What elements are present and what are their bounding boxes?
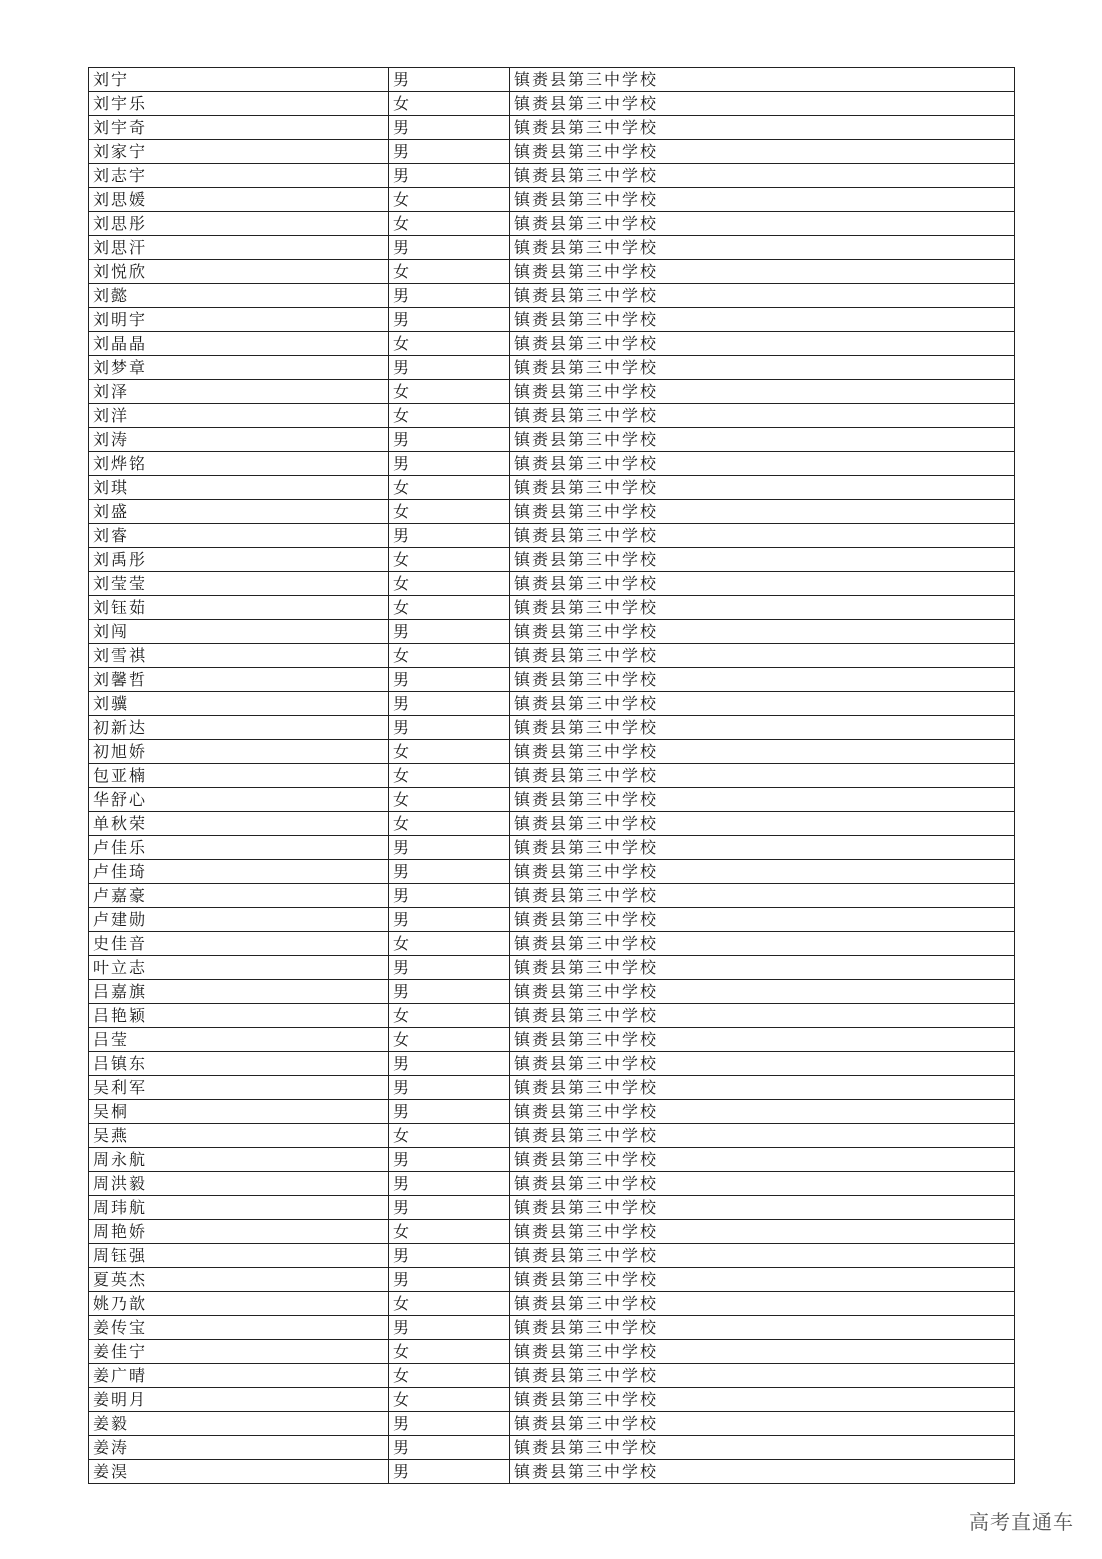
- table-row: [89, 740, 1015, 764]
- student-name-cell: 卢佳琦: [89, 860, 389, 884]
- school-cell: 镇赉县第三中学校: [510, 404, 1015, 428]
- table-row: [89, 92, 1015, 116]
- school-cell: 镇赉县第三中学校: [510, 308, 1015, 332]
- school-cell: 镇赉县第三中学校: [510, 1076, 1015, 1100]
- student-name-cell: 姜佳宁: [89, 1340, 389, 1364]
- student-name-cell: 刘烨铭: [89, 452, 389, 476]
- gender-cell: 男: [389, 356, 510, 380]
- table-row: [89, 1292, 1015, 1316]
- table-row: [89, 332, 1015, 356]
- school-cell: 镇赉县第三中学校: [510, 980, 1015, 1004]
- table-row: [89, 548, 1015, 572]
- table-row: [89, 140, 1015, 164]
- roster-table-body: [89, 68, 1015, 1484]
- table-row: [89, 428, 1015, 452]
- gender-cell: 女: [389, 1124, 510, 1148]
- gender-cell: 男: [389, 1244, 510, 1268]
- school-cell: 镇赉县第三中学校: [510, 1436, 1015, 1460]
- school-cell: 镇赉县第三中学校: [510, 1412, 1015, 1436]
- table-row: [89, 188, 1015, 212]
- table-row: [89, 1196, 1015, 1220]
- student-name-cell: 刘懿: [89, 284, 389, 308]
- student-name-cell: 刘思媛: [89, 188, 389, 212]
- school-cell: 镇赉县第三中学校: [510, 836, 1015, 860]
- student-name-cell: 叶立志: [89, 956, 389, 980]
- student-name-cell: 刘馨哲: [89, 668, 389, 692]
- student-name-cell: 刘涛: [89, 428, 389, 452]
- student-name-cell: 刘家宁: [89, 140, 389, 164]
- gender-cell: 女: [389, 764, 510, 788]
- table-row: [89, 908, 1015, 932]
- school-cell: 镇赉县第三中学校: [510, 260, 1015, 284]
- gender-cell: 男: [389, 164, 510, 188]
- school-cell: 镇赉县第三中学校: [510, 1220, 1015, 1244]
- table-row: [89, 812, 1015, 836]
- student-name-cell: 刘闯: [89, 620, 389, 644]
- student-name-cell: 初旭娇: [89, 740, 389, 764]
- student-name-cell: 姜毅: [89, 1412, 389, 1436]
- gender-cell: 男: [389, 1436, 510, 1460]
- gender-cell: 女: [389, 332, 510, 356]
- table-row: [89, 164, 1015, 188]
- gender-cell: 女: [389, 788, 510, 812]
- gender-cell: 女: [389, 404, 510, 428]
- gender-cell: 男: [389, 956, 510, 980]
- school-cell: 镇赉县第三中学校: [510, 1388, 1015, 1412]
- student-name-cell: 卢建勋: [89, 908, 389, 932]
- table-row: [89, 980, 1015, 1004]
- table-row: [89, 1460, 1015, 1484]
- table-row: [89, 1172, 1015, 1196]
- gender-cell: 男: [389, 1196, 510, 1220]
- gender-cell: 男: [389, 980, 510, 1004]
- gender-cell: 男: [389, 452, 510, 476]
- gender-cell: 男: [389, 1148, 510, 1172]
- table-row: [89, 620, 1015, 644]
- student-name-cell: 刘思汗: [89, 236, 389, 260]
- gender-cell: 女: [389, 1292, 510, 1316]
- school-cell: 镇赉县第三中学校: [510, 1148, 1015, 1172]
- table-row: [89, 116, 1015, 140]
- gender-cell: 男: [389, 428, 510, 452]
- student-name-cell: 刘宇奇: [89, 116, 389, 140]
- student-name-cell: 吕镇东: [89, 1052, 389, 1076]
- gender-cell: 女: [389, 500, 510, 524]
- gender-cell: 女: [389, 1364, 510, 1388]
- table-row: [89, 212, 1015, 236]
- school-cell: 镇赉县第三中学校: [510, 356, 1015, 380]
- table-row: [89, 884, 1015, 908]
- table-row: [89, 236, 1015, 260]
- table-row: [89, 860, 1015, 884]
- table-row: [89, 1100, 1015, 1124]
- student-name-cell: 刘志宇: [89, 164, 389, 188]
- school-cell: 镇赉县第三中学校: [510, 1052, 1015, 1076]
- school-cell: 镇赉县第三中学校: [510, 932, 1015, 956]
- student-name-cell: 刘莹莹: [89, 572, 389, 596]
- student-name-cell: 刘睿: [89, 524, 389, 548]
- table-row: [89, 836, 1015, 860]
- student-name-cell: 周艳娇: [89, 1220, 389, 1244]
- school-cell: 镇赉县第三中学校: [510, 500, 1015, 524]
- table-row: [89, 1028, 1015, 1052]
- student-name-cell: 刘宁: [89, 68, 389, 92]
- school-cell: 镇赉县第三中学校: [510, 116, 1015, 140]
- table-row: [89, 476, 1015, 500]
- school-cell: 镇赉县第三中学校: [510, 548, 1015, 572]
- gender-cell: 男: [389, 1076, 510, 1100]
- table-row: [89, 452, 1015, 476]
- table-row: [89, 380, 1015, 404]
- student-name-cell: 周钰强: [89, 1244, 389, 1268]
- gender-cell: 女: [389, 92, 510, 116]
- gender-cell: 男: [389, 1316, 510, 1340]
- student-name-cell: 刘骥: [89, 692, 389, 716]
- student-name-cell: 刘梦章: [89, 356, 389, 380]
- gender-cell: 女: [389, 1388, 510, 1412]
- table-row: [89, 1124, 1015, 1148]
- table-row: [89, 1244, 1015, 1268]
- table-row: [89, 1412, 1015, 1436]
- gender-cell: 女: [389, 1004, 510, 1028]
- student-name-cell: 吕艳颖: [89, 1004, 389, 1028]
- table-row: [89, 284, 1015, 308]
- gender-cell: 女: [389, 476, 510, 500]
- gender-cell: 男: [389, 620, 510, 644]
- table-row: [89, 68, 1015, 92]
- gender-cell: 男: [389, 284, 510, 308]
- table-row: [89, 1004, 1015, 1028]
- gender-cell: 男: [389, 1460, 510, 1484]
- school-cell: 镇赉县第三中学校: [510, 1124, 1015, 1148]
- gender-cell: 女: [389, 644, 510, 668]
- gender-cell: 男: [389, 668, 510, 692]
- table-row: [89, 356, 1015, 380]
- gender-cell: 男: [389, 1172, 510, 1196]
- student-name-cell: 卢嘉豪: [89, 884, 389, 908]
- table-row: [89, 1076, 1015, 1100]
- gender-cell: 女: [389, 1340, 510, 1364]
- school-cell: 镇赉县第三中学校: [510, 788, 1015, 812]
- student-name-cell: 姜淏: [89, 1460, 389, 1484]
- student-name-cell: 夏英杰: [89, 1268, 389, 1292]
- gender-cell: 男: [389, 1100, 510, 1124]
- student-name-cell: 吴利军: [89, 1076, 389, 1100]
- student-name-cell: 周洪毅: [89, 1172, 389, 1196]
- school-cell: 镇赉县第三中学校: [510, 620, 1015, 644]
- gender-cell: 男: [389, 860, 510, 884]
- school-cell: 镇赉县第三中学校: [510, 812, 1015, 836]
- student-name-cell: 刘雪祺: [89, 644, 389, 668]
- school-cell: 镇赉县第三中学校: [510, 524, 1015, 548]
- table-row: [89, 1268, 1015, 1292]
- gender-cell: 男: [389, 1268, 510, 1292]
- school-cell: 镇赉县第三中学校: [510, 452, 1015, 476]
- table-row: [89, 1388, 1015, 1412]
- school-cell: 镇赉县第三中学校: [510, 596, 1015, 620]
- gender-cell: 男: [389, 524, 510, 548]
- school-cell: 镇赉县第三中学校: [510, 284, 1015, 308]
- school-cell: 镇赉县第三中学校: [510, 92, 1015, 116]
- school-cell: 镇赉县第三中学校: [510, 1316, 1015, 1340]
- gender-cell: 女: [389, 260, 510, 284]
- student-name-cell: 史佳音: [89, 932, 389, 956]
- gender-cell: 男: [389, 1052, 510, 1076]
- table-row: [89, 668, 1015, 692]
- school-cell: 镇赉县第三中学校: [510, 1340, 1015, 1364]
- student-name-cell: 吕莹: [89, 1028, 389, 1052]
- school-cell: 镇赉县第三中学校: [510, 140, 1015, 164]
- school-cell: 镇赉县第三中学校: [510, 236, 1015, 260]
- gender-cell: 男: [389, 884, 510, 908]
- school-cell: 镇赉县第三中学校: [510, 884, 1015, 908]
- school-cell: 镇赉县第三中学校: [510, 692, 1015, 716]
- table-row: [89, 788, 1015, 812]
- school-cell: 镇赉县第三中学校: [510, 1028, 1015, 1052]
- table-row: [89, 404, 1015, 428]
- table-row: [89, 596, 1015, 620]
- school-cell: 镇赉县第三中学校: [510, 740, 1015, 764]
- school-cell: 镇赉县第三中学校: [510, 1172, 1015, 1196]
- gender-cell: 男: [389, 140, 510, 164]
- gender-cell: 男: [389, 116, 510, 140]
- student-name-cell: 初新达: [89, 716, 389, 740]
- student-name-cell: 吴桐: [89, 1100, 389, 1124]
- gender-cell: 男: [389, 1412, 510, 1436]
- gender-cell: 男: [389, 836, 510, 860]
- student-name-cell: 姜明月: [89, 1388, 389, 1412]
- student-name-cell: 包亚楠: [89, 764, 389, 788]
- table-row: [89, 716, 1015, 740]
- school-cell: 镇赉县第三中学校: [510, 1004, 1015, 1028]
- student-name-cell: 刘明宇: [89, 308, 389, 332]
- student-name-cell: 刘思彤: [89, 212, 389, 236]
- school-cell: 镇赉县第三中学校: [510, 668, 1015, 692]
- student-name-cell: 刘宇乐: [89, 92, 389, 116]
- gender-cell: 男: [389, 236, 510, 260]
- table-row: [89, 932, 1015, 956]
- gender-cell: 女: [389, 596, 510, 620]
- school-cell: 镇赉县第三中学校: [510, 1268, 1015, 1292]
- school-cell: 镇赉县第三中学校: [510, 476, 1015, 500]
- student-name-cell: 刘泽: [89, 380, 389, 404]
- watermark-text: 高考直通车: [969, 1510, 1074, 1534]
- school-cell: 镇赉县第三中学校: [510, 644, 1015, 668]
- gender-cell: 女: [389, 188, 510, 212]
- student-name-cell: 刘钰茹: [89, 596, 389, 620]
- table-row: [89, 1220, 1015, 1244]
- student-name-cell: 姚乃歆: [89, 1292, 389, 1316]
- table-row: [89, 644, 1015, 668]
- gender-cell: 女: [389, 1028, 510, 1052]
- school-cell: 镇赉县第三中学校: [510, 332, 1015, 356]
- student-name-cell: 周玮航: [89, 1196, 389, 1220]
- school-cell: 镇赉县第三中学校: [510, 428, 1015, 452]
- school-cell: 镇赉县第三中学校: [510, 1244, 1015, 1268]
- student-name-cell: 刘盛: [89, 500, 389, 524]
- student-name-cell: 周永航: [89, 1148, 389, 1172]
- school-cell: 镇赉县第三中学校: [510, 956, 1015, 980]
- table-row: [89, 956, 1015, 980]
- school-cell: 镇赉县第三中学校: [510, 1196, 1015, 1220]
- school-cell: 镇赉县第三中学校: [510, 1100, 1015, 1124]
- table-row: [89, 1364, 1015, 1388]
- school-cell: 镇赉县第三中学校: [510, 68, 1015, 92]
- table-row: [89, 1316, 1015, 1340]
- table-row: [89, 1436, 1015, 1460]
- school-cell: 镇赉县第三中学校: [510, 764, 1015, 788]
- student-name-cell: 姜传宝: [89, 1316, 389, 1340]
- school-cell: 镇赉县第三中学校: [510, 1460, 1015, 1484]
- school-cell: 镇赉县第三中学校: [510, 188, 1015, 212]
- table-row: [89, 308, 1015, 332]
- school-cell: 镇赉县第三中学校: [510, 860, 1015, 884]
- gender-cell: 男: [389, 692, 510, 716]
- student-name-cell: 刘禹彤: [89, 548, 389, 572]
- table-row: [89, 1052, 1015, 1076]
- student-name-cell: 姜广晴: [89, 1364, 389, 1388]
- school-cell: 镇赉县第三中学校: [510, 716, 1015, 740]
- gender-cell: 女: [389, 380, 510, 404]
- student-name-cell: 卢佳乐: [89, 836, 389, 860]
- school-cell: 镇赉县第三中学校: [510, 1364, 1015, 1388]
- gender-cell: 女: [389, 740, 510, 764]
- table-row: [89, 500, 1015, 524]
- gender-cell: 女: [389, 812, 510, 836]
- school-cell: 镇赉县第三中学校: [510, 572, 1015, 596]
- student-name-cell: 刘洋: [89, 404, 389, 428]
- student-name-cell: 吕嘉旗: [89, 980, 389, 1004]
- school-cell: 镇赉县第三中学校: [510, 164, 1015, 188]
- school-cell: 镇赉县第三中学校: [510, 380, 1015, 404]
- student-name-cell: 吴燕: [89, 1124, 389, 1148]
- school-cell: 镇赉县第三中学校: [510, 1292, 1015, 1316]
- student-name-cell: 刘悦欣: [89, 260, 389, 284]
- student-name-cell: 刘琪: [89, 476, 389, 500]
- student-name-cell: 华舒心: [89, 788, 389, 812]
- student-name-cell: 单秋荣: [89, 812, 389, 836]
- table-row: [89, 692, 1015, 716]
- table-row: [89, 764, 1015, 788]
- school-cell: 镇赉县第三中学校: [510, 908, 1015, 932]
- student-name-cell: 刘晶晶: [89, 332, 389, 356]
- gender-cell: 男: [389, 68, 510, 92]
- gender-cell: 男: [389, 908, 510, 932]
- table-row: [89, 1148, 1015, 1172]
- table-row: [89, 1340, 1015, 1364]
- student-roster-table: [88, 67, 1015, 1484]
- gender-cell: 女: [389, 1220, 510, 1244]
- gender-cell: 女: [389, 212, 510, 236]
- table-row: [89, 260, 1015, 284]
- gender-cell: 男: [389, 308, 510, 332]
- school-cell: 镇赉县第三中学校: [510, 212, 1015, 236]
- gender-cell: 女: [389, 572, 510, 596]
- table-row: [89, 572, 1015, 596]
- table-row: [89, 524, 1015, 548]
- gender-cell: 女: [389, 548, 510, 572]
- gender-cell: 女: [389, 932, 510, 956]
- gender-cell: 男: [389, 716, 510, 740]
- student-name-cell: 姜涛: [89, 1436, 389, 1460]
